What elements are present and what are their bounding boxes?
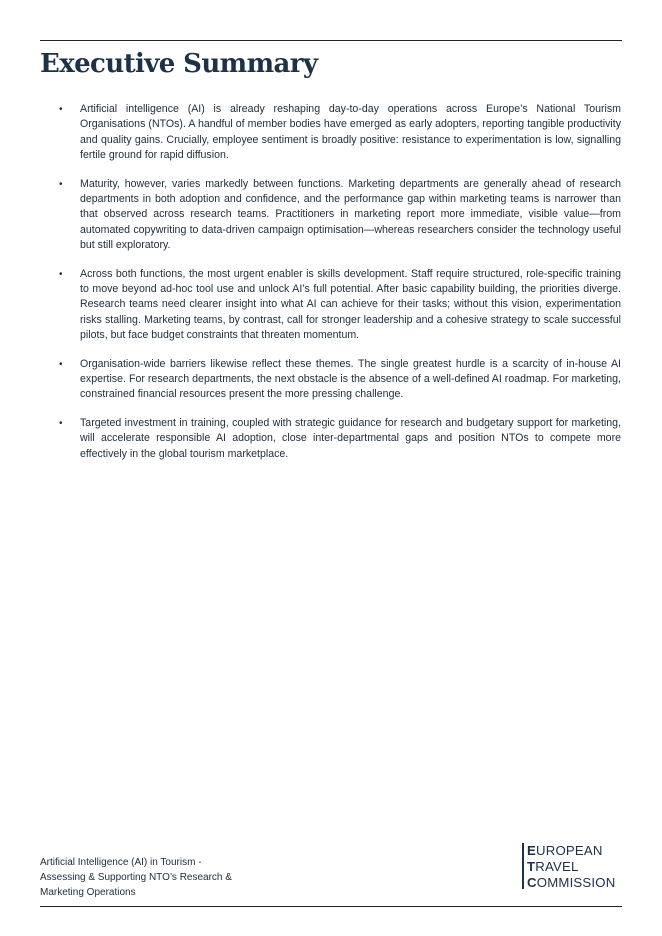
footer-title-line: Marketing Operations xyxy=(40,887,136,898)
list-item-text: Maturity, however, varies markedly between functions. Marketing departments are generally ahead of research departments in both adoption and confidence, and the performance gap within marketing teams is narrower than that observed across research teams. Practitioners in marketing report more immediate, visible value—from automated copywriting to data-driven campaign optimisation—whereas researchers consider the technology useful but still exploratory. xyxy=(80,177,621,251)
logo-line xyxy=(527,875,615,890)
bottom-divider xyxy=(40,906,622,907)
logo-initial: C xyxy=(527,875,537,890)
bullet-icon: • xyxy=(59,178,63,190)
summary-list xyxy=(59,102,621,475)
list-item-text: Artificial intelligence (AI) is already reshaping day-to-day operations across Europe’s National Tourism Organisations (NTOs). A handful of member bodies have emerged as early adopters, reporting tangible productivity and quality gains. Crucially, employee sentiment is broadly positive: resistance to experimentation is low, signalling fertile ground for rapid diffusion. xyxy=(80,103,621,161)
etc-logo xyxy=(522,843,622,889)
footer-title-line: Artificial Intelligence (AI) in Tourism - xyxy=(40,857,202,868)
bullet-icon: • xyxy=(59,268,63,280)
logo-line xyxy=(527,843,603,858)
list-item xyxy=(59,102,621,163)
footer-report-title xyxy=(40,855,280,900)
logo-word: UROPEAN xyxy=(536,843,603,858)
list-item xyxy=(59,357,621,403)
bullet-icon: • xyxy=(59,358,63,370)
logo-initial: E xyxy=(527,843,536,858)
logo-word: OMMISSION xyxy=(536,875,616,890)
bullet-icon: • xyxy=(59,104,63,115)
list-item xyxy=(59,267,621,343)
logo-initial: T xyxy=(527,859,536,874)
list-item-text: Across both functions, the most urgent enabler is skills development. Staff require structured, role-specific training to move beyond ad-hoc tool use and unlock AI’s full potential. After basic capability building, the priorities diverge. Research teams need clearer insight into what AI can achieve for their tasks; without this vision, experimentation risks stalling. Marketing teams, by contrast, call for stronger leadership and a cohesive strategy to scale successful pilots, but face budget constraints that threaten momentum. xyxy=(80,267,621,341)
top-divider xyxy=(40,40,622,41)
bullet-icon: • xyxy=(59,418,63,430)
footer-title-line: Assessing & Supporting NTO’s Research & xyxy=(40,872,232,883)
page-title: Executive Summary xyxy=(40,49,318,79)
logo-line xyxy=(527,859,579,874)
list-item-text: Organisation-wide barriers likewise reflect these themes. The single greatest hurdle is a scarcity of in-house AI expertise. For research departments, the next obstacle is the absence of a well-defined AI roadmap. For marketing, constrained financial resources present the more pressing challenge. xyxy=(80,357,621,401)
logo-bar xyxy=(522,843,524,889)
list-item xyxy=(59,177,621,253)
list-item xyxy=(59,416,621,462)
logo-word: RAVEL xyxy=(535,859,579,874)
list-item-text: Targeted investment in training, coupled with strategic guidance for research and budgetary support for marketing, will accelerate responsible AI adoption, close inter-departmental gaps and position NTOs to compete more effectively in the global tourism marketplace. xyxy=(80,417,621,460)
